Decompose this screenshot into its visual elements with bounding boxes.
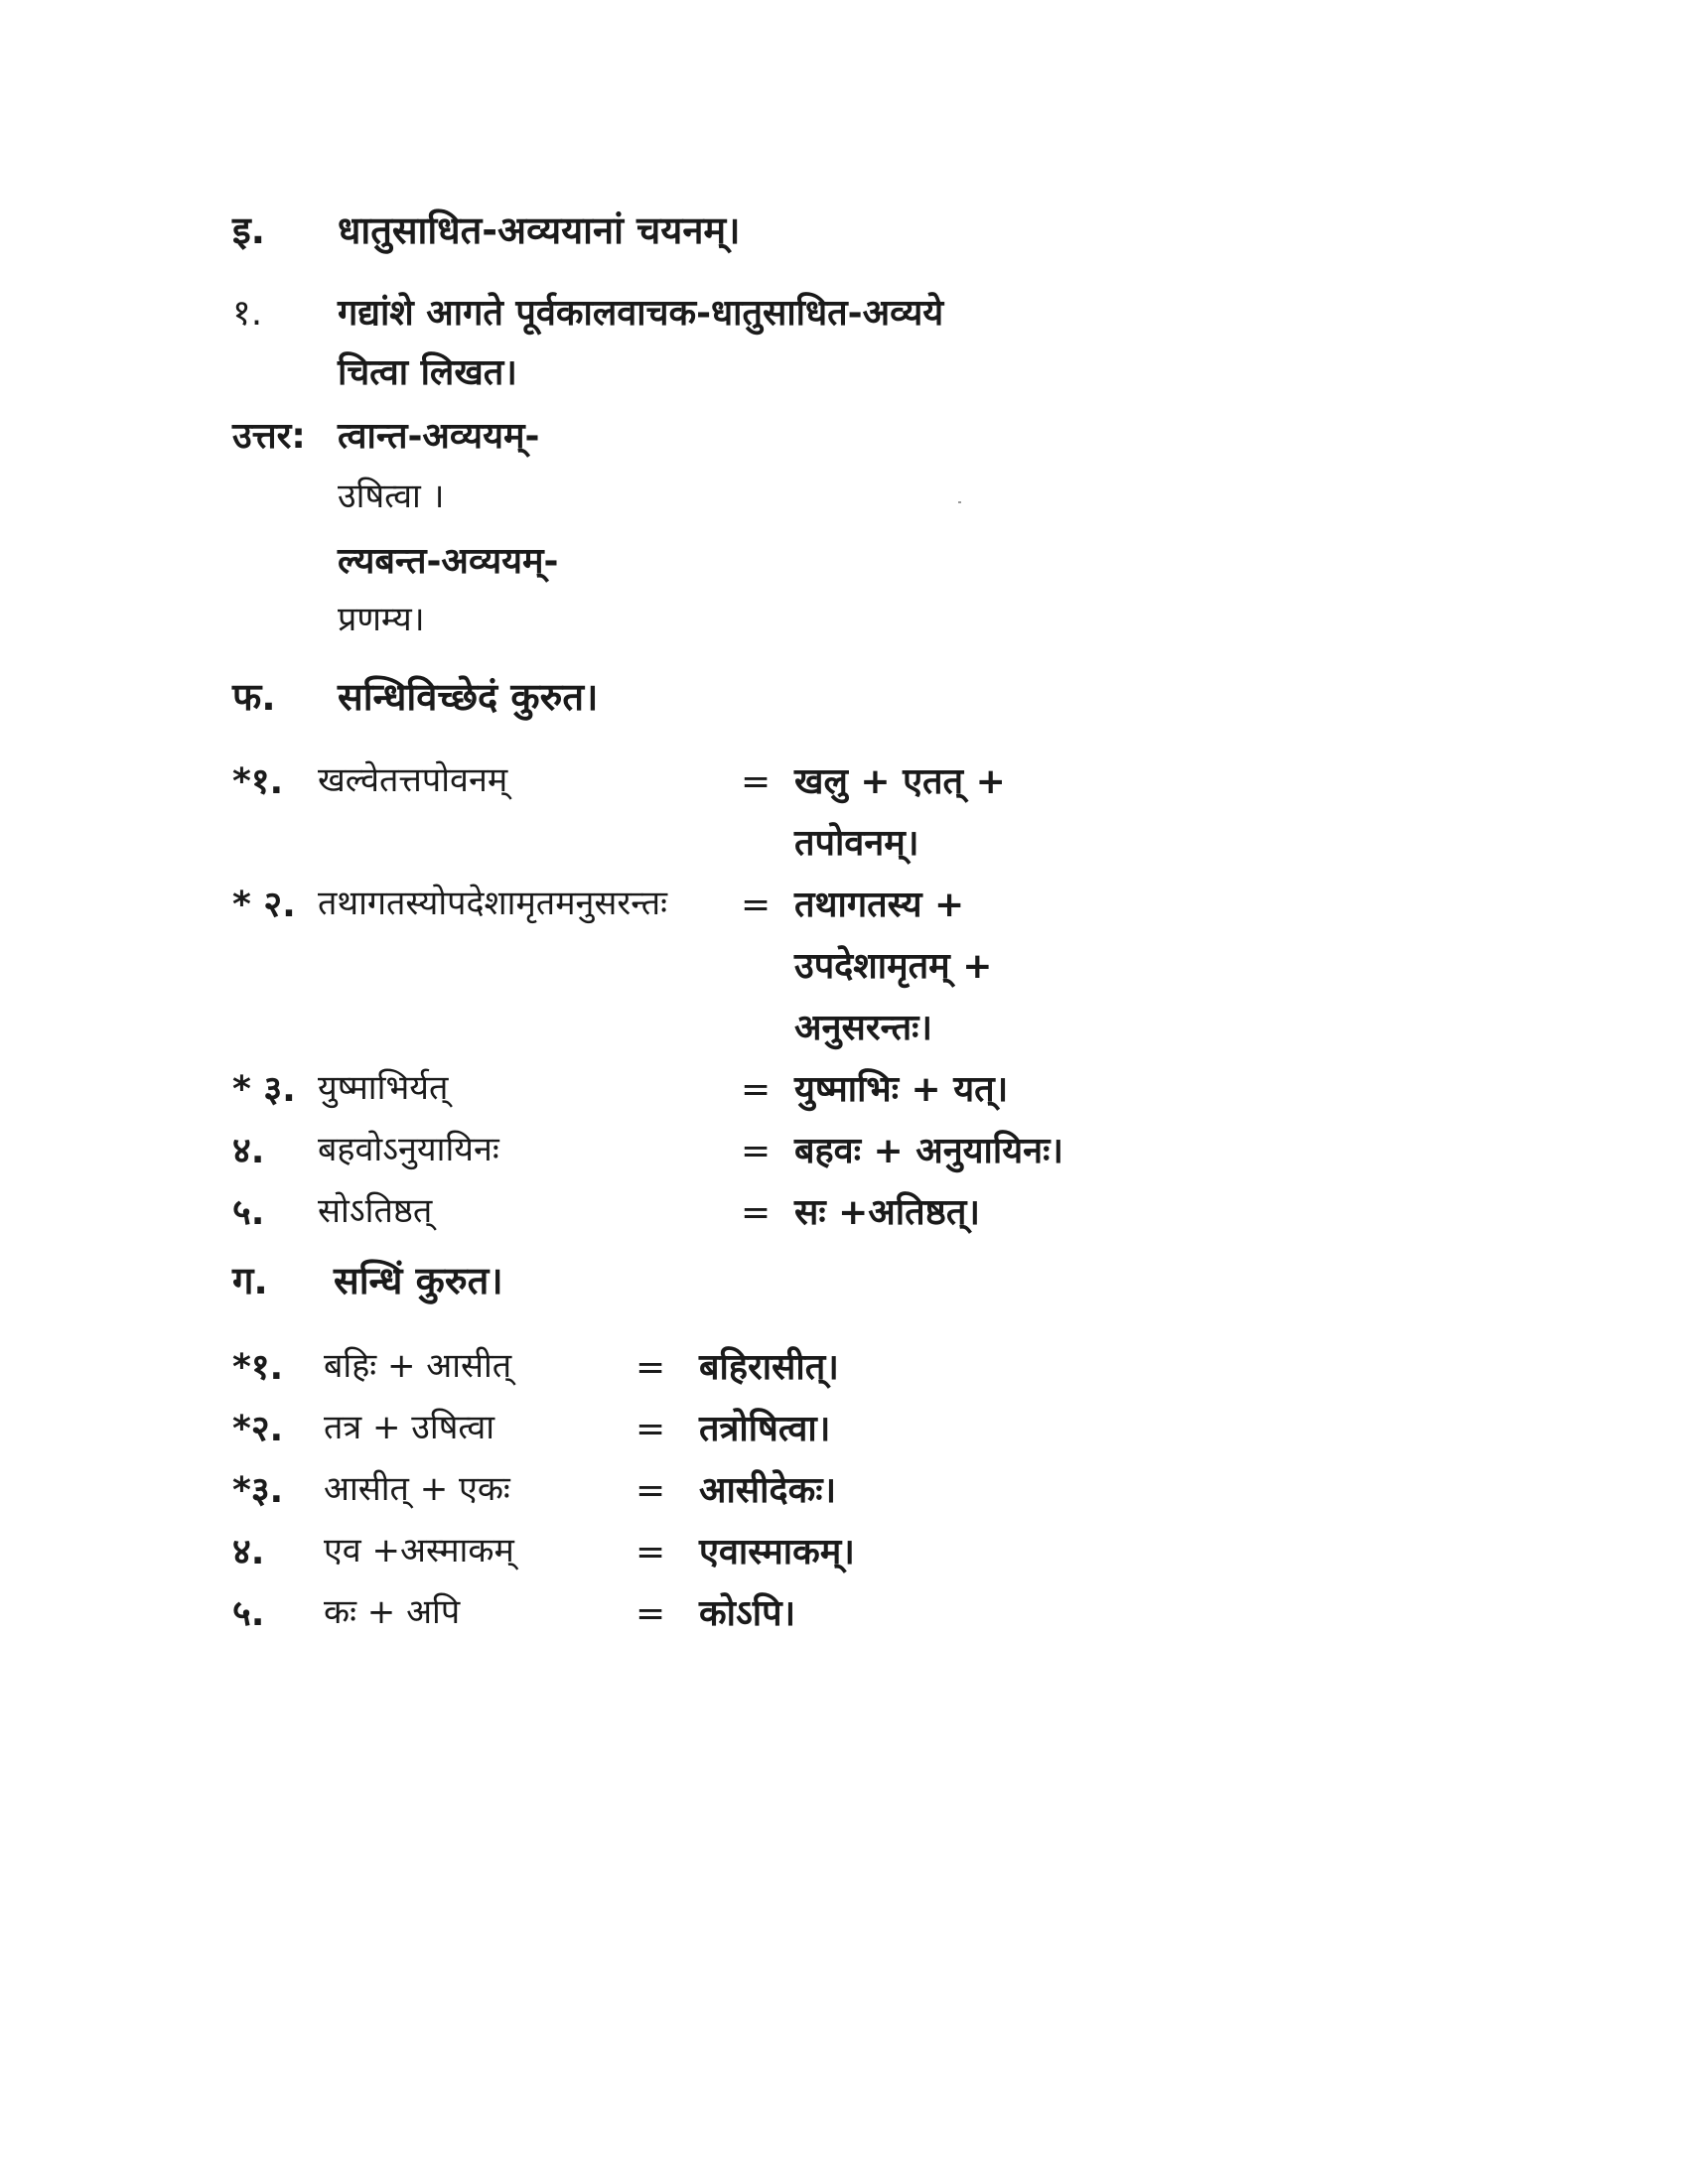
sandhi-row-word: सोऽतिष्ठत् [318,1191,433,1231]
equals-sign: = [635,1532,666,1572]
sandhi-row-word: युष्माभिर्यत् [318,1068,449,1108]
sandhi-row-number: *१. [232,761,284,802]
sandhi-join-number: *१. [232,1347,284,1388]
equals-sign: = [741,1131,772,1171]
section-pha-label: फ. [232,675,276,719]
question-1-line-2: चित्वा लिखत। [338,352,517,393]
sandhi-join-number: ४. [232,1532,265,1572]
sandhi-row-number: * २. [232,885,296,925]
equals-sign: = [741,1069,772,1110]
sandhi-row-word: बहवोऽनुयायिनः [318,1130,499,1169]
section-i-heading: धातुसाधित-अव्ययानां चयनम्। [338,208,741,252]
question-1-line-1: गद्यांशे आगते पूर्वकालवाचक-धातुसाधित-अव्यये [338,293,944,334]
sandhi-join-answer: एवास्माकम्। [699,1532,855,1572]
sandhi-join-number: *२. [232,1409,284,1449]
scan-speck [958,501,961,503]
sandhi-join-expression: एव +अस्माकम् [324,1531,514,1570]
equals-sign: = [741,761,772,802]
sandhi-join-answer: बहिरासीत्। [699,1347,839,1388]
sandhi-join-answer: तत्रोषित्वा। [699,1409,831,1449]
sandhi-join-number: *३. [232,1470,284,1511]
sandhi-row-number: ५. [232,1192,265,1233]
sandhi-row-answer-line-2: उपदेशामृतम् + [794,946,993,987]
sandhi-row-answer-line-1: बहवः + अनुयायिनः। [794,1131,1063,1171]
sandhi-join-number: ५. [232,1593,265,1634]
sandhi-row-answer-line-1: युष्माभिः + यत्। [794,1069,1009,1110]
sandhi-row-answer-line-2: तपोवनम्। [794,823,919,864]
section-i-label: इ. [232,208,266,252]
equals-sign: = [741,1192,772,1233]
equals-sign: = [635,1409,666,1449]
tvanta-heading: त्वान्त-अव्ययम्- [338,416,540,457]
question-1-number: १. [232,293,263,334]
equals-sign: = [741,885,772,925]
tvanta-item: उषित्वा । [338,477,445,516]
equals-sign: = [635,1347,666,1388]
section-pha-heading: सन्धिविच्छेदं कुरुत। [338,675,599,719]
section-ga-label: ग. [232,1259,268,1302]
sandhi-join-answer: कोऽपि। [699,1593,796,1634]
sandhi-join-expression: तत्र + उषित्वा [324,1408,495,1447]
sandhi-row-number: * ३. [232,1069,296,1110]
sandhi-join-expression: आसीत् + एकः [324,1469,510,1509]
lyabanta-item: प्रणम्य। [338,600,425,639]
sandhi-row-answer-line-1: खलु + एतत् + [794,761,1006,802]
equals-sign: = [635,1470,666,1511]
section-ga-heading: सन्धिं कुरुत। [334,1259,503,1302]
sandhi-join-expression: बहिः + आसीत् [324,1346,512,1386]
sandhi-join-expression: कः + अपि [324,1592,461,1632]
sandhi-row-answer-line-1: सः +अतिष्ठत्। [794,1192,981,1233]
lyabanta-heading: ल्यबन्त-अव्ययम्- [338,541,559,582]
sandhi-row-number: ४. [232,1131,265,1171]
sandhi-row-answer-line-1: तथागतस्य + [794,885,965,925]
sandhi-join-answer: आसीदेकः। [699,1470,837,1511]
sandhi-row-answer-line-3: अनुसरन्तः। [794,1008,933,1048]
sandhi-row-word: खल्वेतत्तपोवनम् [318,760,508,800]
answer-label: उत्तर: [232,416,306,457]
sandhi-row-word: तथागतस्योपदेशामृतमनुसरन्तः [318,884,668,923]
equals-sign: = [635,1593,666,1634]
